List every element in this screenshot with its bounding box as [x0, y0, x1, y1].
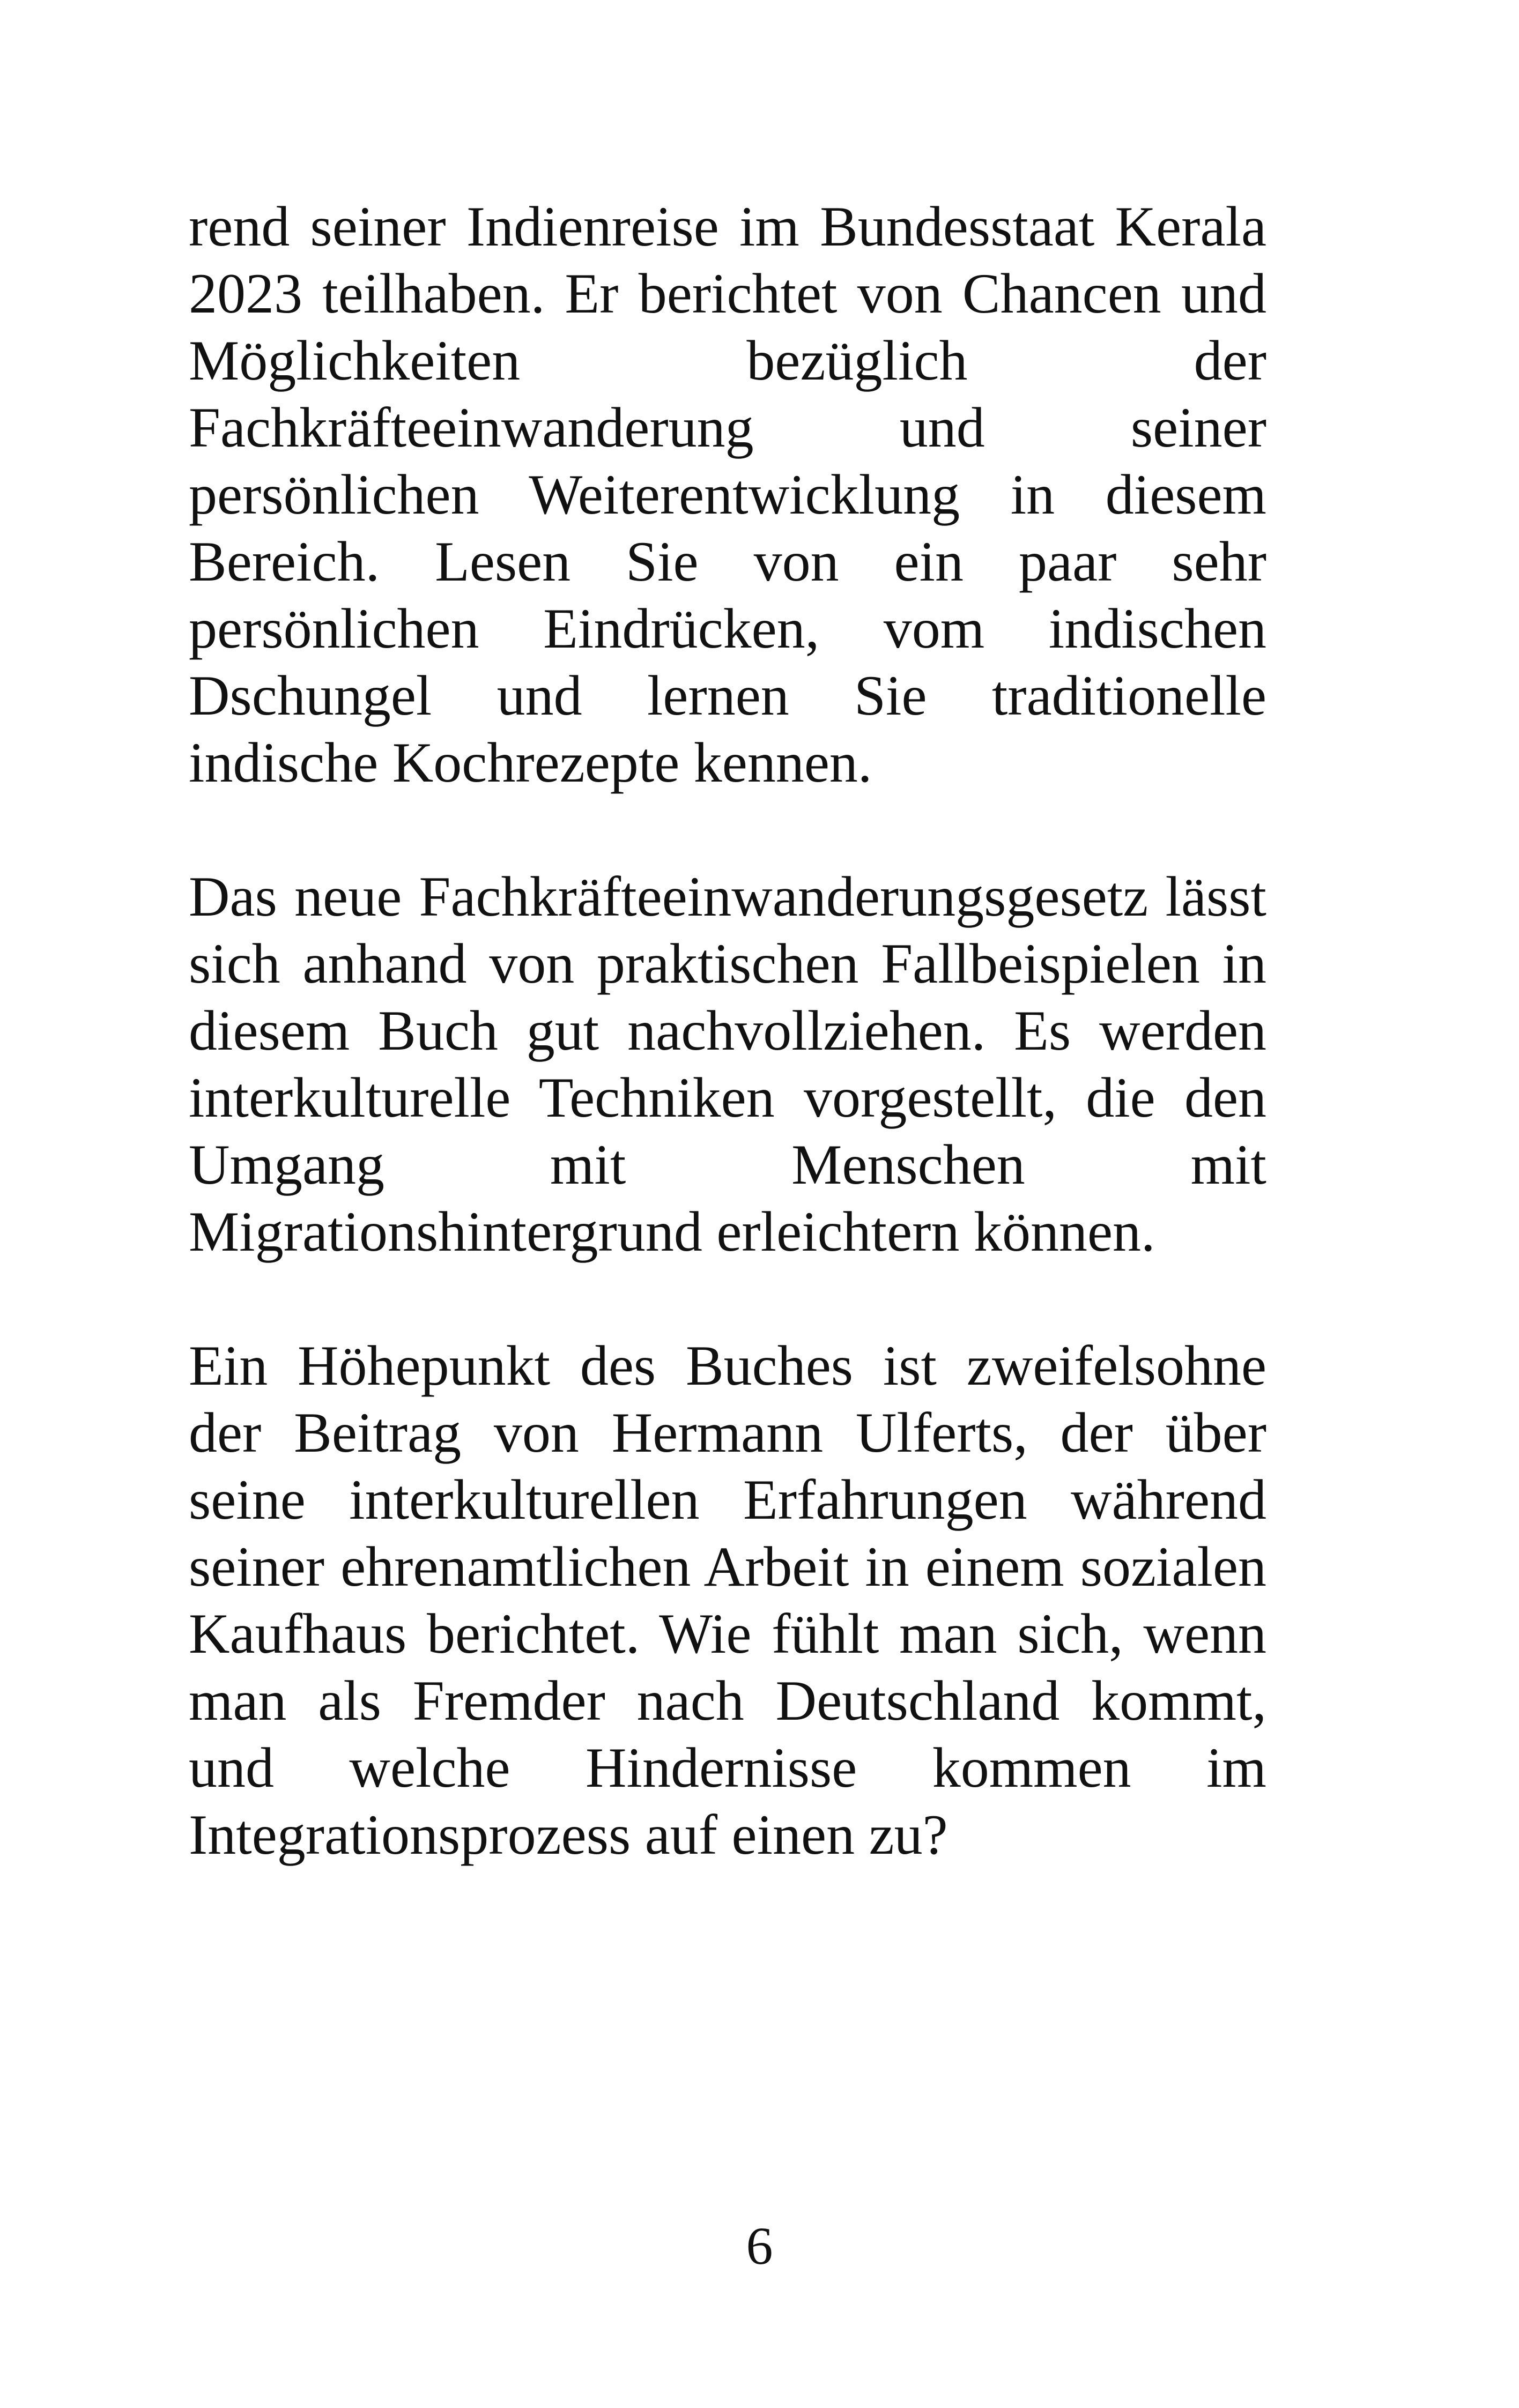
body-text [189, 193, 1266, 1868]
paragraph-2: Das neue Fachkräfteeinwanderungsgesetz lässt sich anhand von praktischen Fallbeispielen in diesem Buch gut nachvollziehen. Es werden interkulturelle Techniken vorgestellt, die den Umgang mit Menschen mit Migrationshintergrund erleichtern können. [189, 865, 1266, 1263]
paragraph-3: Ein Höhepunkt des Buches ist zweifelsohne der Beitrag von Hermann Ulferts, der über seine interkulturellen Erfahrungen während seiner ehrenamtlichen Arbeit in einem sozialen Kaufhaus berichtet. Wie fühlt man sich, wenn man als Fremder nach Deutschland kommt, und welche Hindernisse kommen im Integrationsprozess auf einen zu? [189, 1334, 1266, 1866]
page-number: 6 [746, 2216, 773, 2276]
paragraph-1: rend seiner Indienreise im Bundesstaat Kerala 2023 teilhaben. Er berichtet von Chancen und Möglichkeiten bezüglich der Fachkräfteeinwanderung und seiner persönlichen Weiterentwicklung in diesem Bereich. Lesen Sie von ein paar sehr persönlichen Eindrücken, vom indischen Dschungel und lernen Sie traditionelle indische Kochrezepte kennen. [189, 195, 1266, 794]
